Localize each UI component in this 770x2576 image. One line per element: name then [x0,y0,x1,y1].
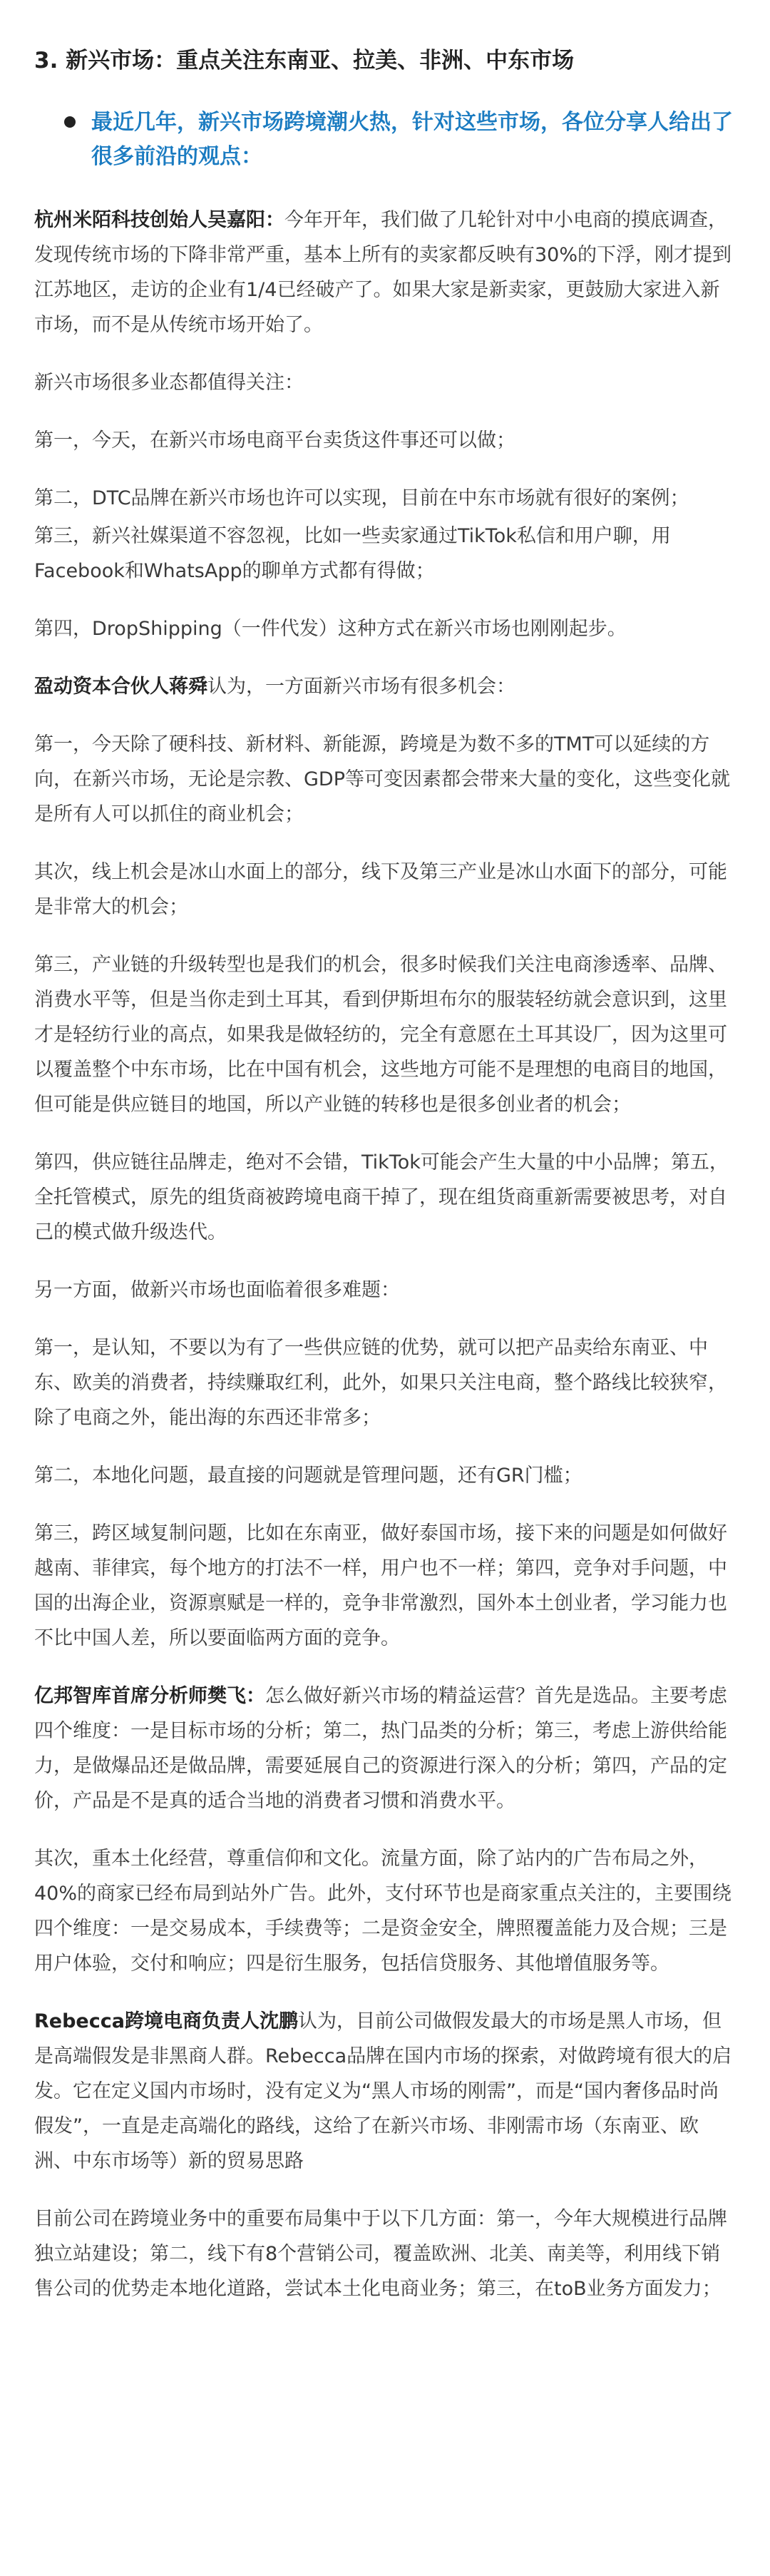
paragraph-fan-fei [34,1679,736,1818]
bullet-text: 最近几年，新兴市场跨境潮火热，针对这些市场，各位分享人给出了很多前沿的观点： [91,110,733,169]
paragraph: 第三，产业链的升级转型也是我们的机会，很多时候我们关注电商渗透率、品牌、消费水平等，但是当你走到土耳其，看到伊斯坦布尔的服装轻纺就会意识到，这里才是轻纺行业的高点，如果我是做轻纺的，完全有意愿在土耳其设厂，因为这里可以覆盖整个中东市场，比在中国有机会，这些地方可能不是理想的电商目的地国，但可能是供应链目的地国，所以产业链的转移也是很多创业者的机会； [34,954,727,1116]
paragraph: 新兴市场很多业态都值得关注： [34,372,304,394]
speaker-name: 杭州米陌科技创始人吴嘉阳： [34,209,284,231]
paragraph: 第四，DropShipping（一件代发）这种方式在新兴市场也刚刚起步。 [34,618,627,640]
paragraph: 其次，线上机会是冰山水面上的部分，线下及第三产业是冰山水面下的部分，可能是非常大的机会； [34,861,727,918]
paragraph: 第一，是认知，不要以为有了一些供应链的优势，就可以把产品卖给东南亚、中东、欧美的消费者，持续赚取红利，此外，如果只关注电商，整个路线比较狭窄，除了电商之外，能出海的东西还非常多； [34,1337,727,1429]
paragraph-text: 认为，目前公司做假发最大的市场是黑人市场，但是高端假发是非黑商人群。Rebecca品牌在国内市场的探索，对做跨境有很大的启发。它在定义国内市场时，没有定义为“黑人市场的刚需”，而是“国内奢侈品时尚假发”，一直是走高端化的路线，这给了在新兴市场、非刚需市场（东南亚、欧洲、中东市场等）新的贸易思路 [34,2010,732,2172]
paragraph: 其次，重本土化经营，尊重信仰和文化。流量方面，除了站内的广告布局之外，40%的商家已经布局到站外广告。此外，支付环节也是商家重点关注的，主要围绕四个维度：一是交易成本，手续费等；二是资金安全，牌照覆盖能力及合规；三是用户体验，交付和响应；四是衍生服务，包括信贷服务、其他增值服务等。 [34,1848,732,1975]
paragraph: 第三，跨区域复制问题，比如在东南亚，做好泰国市场，接下来的问题是如何做好越南、菲律宾，每个地方的打法不一样，用户也不一样；第四，竞争对手问题，中国的出海企业，资源禀赋是一样的，竞争非常激烈，国外本土创业者，学习能力也不比中国人差，所以要面临两方面的竞争。 [34,1522,727,1649]
paragraph-text: 今年开年，我们做了几轮针对中小电商的摸底调查，发现传统市场的下降非常严重，基本上所有的卖家都反映有30%的下浮，刚才提到江苏地区，走访的企业有1/4已经破产了。如果大家是新卖家，更鼓励大家进入新市场，而不是从传统市场开始了。 [34,209,732,336]
paragraph-text: 认为，一方面新兴市场有很多机会： [207,676,515,698]
section-heading: 3. 新兴市场：重点关注东南亚、拉美、非洲、中东市场 [34,48,575,73]
paragraph: 第一，今天除了硬科技、新材料、新能源，跨境是为数不多的TMT可以延续的方向，在新兴市场，无论是宗教、GDP等可变因素都会带来大量的变化，这些变化就是所有人可以抓住的商业机会； [34,733,730,825]
paragraph-jiang-shun [34,669,736,704]
paragraph-wu-jiayang [34,203,736,342]
paragraph-text: 怎么做好新兴市场的精益运营？首先是选品。主要考虑四个维度：一是目标市场的分析；第二，热门品类的分析；第三，考虑上游供给能力，是做爆品还是做品牌，需要延展自己的资源进行深入的分析；第四，产品的定价，产品是不是真的适合当地的消费者习惯和消费水平。 [34,1685,727,1812]
bullet-dot-icon [64,116,76,128]
paragraph: 第三，新兴社媒渠道不容忽视，比如一些卖家通过TikTok私信和用户聊，用Facebook和WhatsApp的聊单方式都有得做； [34,525,671,582]
paragraph-shen-peng [34,2004,736,2179]
paragraph: 第二，DTC品牌在新兴市场也许可以实现，目前在中东市场就有很好的案例； [34,487,689,509]
paragraph: 目前公司在跨境业务中的重要布局集中于以下几方面：第一，今年大规模进行品牌独立站建设；第二，线下有8个营销公司，覆盖欧洲、北美、南美等，利用线下销售公司的优势走本地化道路，尝试本土化电商业务；第三，在toB业务方面发力； [34,2208,727,2300]
speaker-name: 亿邦智库首席分析师樊飞： [34,1685,265,1707]
paragraph: 第一，今天，在新兴市场电商平台卖货这件事还可以做； [34,429,515,452]
speaker-name: 盈动资本合伙人蒋舜 [34,676,207,698]
bullet-list [34,106,736,174]
paragraph: 另一方面，做新兴市场也面临着很多难题： [34,1279,400,1301]
speaker-name: Rebecca跨境电商负责人沈鹏 [34,2010,298,2032]
bullet-item [63,106,736,174]
paragraph: 第二，本地化问题，最直接的问题就是管理问题，还有GR门槛； [34,1465,582,1487]
paragraph: 第四，供应链往品牌走，绝对不会错，TikTok可能会产生大量的中小品牌；第五，全托管模式，原先的组货商被跨境电商干掉了，现在组货商重新需要被思考，对自己的模式做升级迭代。 [34,1151,729,1243]
